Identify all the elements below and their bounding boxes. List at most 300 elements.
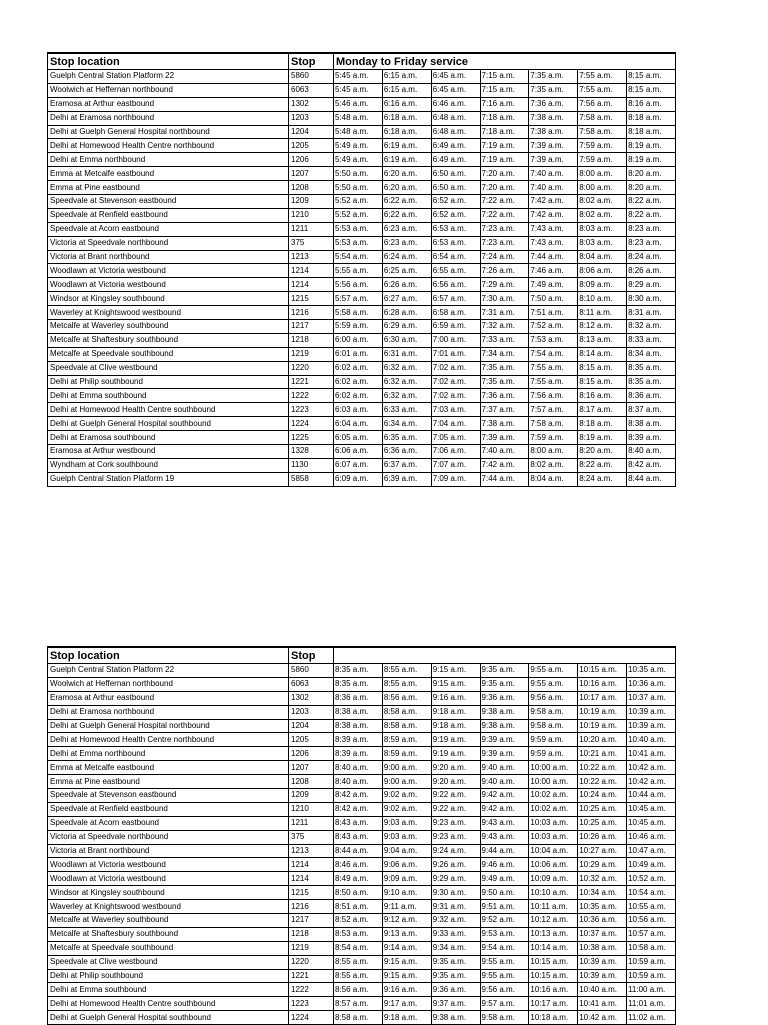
departure-time-cell: 9:35 a.m.: [480, 677, 529, 691]
departure-time-cell: 8:23 a.m.: [627, 222, 676, 236]
departure-time-cell: 8:22 a.m.: [627, 208, 676, 222]
departure-time-cell: 6:48 a.m.: [431, 125, 480, 139]
stop-location-cell: Eramosa at Arthur westbound: [48, 445, 289, 459]
departure-time-cell: 9:40 a.m.: [480, 761, 529, 775]
departure-time-cell: 8:36 a.m.: [627, 389, 676, 403]
departure-time-cell: 10:25 a.m.: [578, 802, 627, 816]
stop-number-cell: 375: [289, 830, 334, 844]
stop-number-cell: 1214: [289, 858, 334, 872]
table-row: [48, 139, 676, 153]
departure-time-cell: 8:40 a.m.: [334, 761, 383, 775]
service-header: [334, 647, 676, 664]
departure-time-cell: 6:18 a.m.: [382, 111, 431, 125]
stop-location-header: Stop location: [48, 53, 289, 70]
departure-time-cell: 7:18 a.m.: [480, 111, 529, 125]
table-row: [48, 941, 676, 955]
departure-time-cell: 10:42 a.m.: [627, 775, 676, 789]
stop-number-cell: 1213: [289, 844, 334, 858]
table-row: [48, 983, 676, 997]
departure-time-cell: 6:32 a.m.: [382, 375, 431, 389]
departure-time-cell: 10:39 a.m.: [578, 969, 627, 983]
departure-time-cell: 7:04 a.m.: [431, 417, 480, 431]
departure-time-cell: 8:14 a.m.: [578, 347, 627, 361]
departure-time-cell: 10:35 a.m.: [578, 900, 627, 914]
stop-number-cell: 5860: [289, 664, 334, 678]
departure-time-cell: 7:23 a.m.: [480, 222, 529, 236]
departure-time-cell: 10:00 a.m.: [529, 775, 578, 789]
departure-time-cell: 8:40 a.m.: [627, 445, 676, 459]
stop-number-cell: 1210: [289, 208, 334, 222]
departure-time-cell: 9:33 a.m.: [431, 927, 480, 941]
departure-time-cell: 7:42 a.m.: [529, 195, 578, 209]
stop-number-cell: 1214: [289, 264, 334, 278]
departure-time-cell: 7:35 a.m.: [480, 361, 529, 375]
departure-time-cell: 8:35 a.m.: [627, 375, 676, 389]
departure-time-cell: 7:40 a.m.: [480, 445, 529, 459]
departure-time-cell: 9:31 a.m.: [431, 900, 480, 914]
departure-time-cell: 10:40 a.m.: [578, 983, 627, 997]
departure-time-cell: 9:14 a.m.: [382, 941, 431, 955]
departure-time-cell: 7:20 a.m.: [480, 181, 529, 195]
departure-time-cell: 8:36 a.m.: [334, 691, 383, 705]
stop-location-cell: Victoria at Speedvale northbound: [48, 830, 289, 844]
stop-location-cell: Delhi at Eramosa southbound: [48, 431, 289, 445]
departure-time-cell: 8:51 a.m.: [334, 900, 383, 914]
departure-time-cell: 8:04 a.m.: [529, 472, 578, 486]
departure-time-cell: 6:50 a.m.: [431, 181, 480, 195]
departure-time-cell: 8:38 a.m.: [334, 705, 383, 719]
departure-time-cell: 9:19 a.m.: [431, 747, 480, 761]
departure-time-cell: 6:49 a.m.: [431, 153, 480, 167]
departure-time-cell: 8:18 a.m.: [627, 125, 676, 139]
departure-time-cell: 9:56 a.m.: [480, 983, 529, 997]
stop-location-cell: Delhi at Emma southbound: [48, 389, 289, 403]
stop-location-cell: Woolwich at Heffernan northbound: [48, 83, 289, 97]
departure-time-cell: 9:39 a.m.: [480, 747, 529, 761]
stop-number-cell: 1220: [289, 955, 334, 969]
departure-time-cell: 7:03 a.m.: [431, 403, 480, 417]
departure-time-cell: 9:50 a.m.: [480, 886, 529, 900]
departure-time-cell: 8:42 a.m.: [334, 789, 383, 803]
departure-time-cell: 11:00 a.m.: [627, 983, 676, 997]
departure-time-cell: 9:18 a.m.: [382, 1011, 431, 1025]
departure-time-cell: 7:42 a.m.: [529, 208, 578, 222]
stop-location-cell: Waverley at Knightswood westbound: [48, 900, 289, 914]
departure-time-cell: 9:51 a.m.: [480, 900, 529, 914]
table-row: [48, 292, 676, 306]
departure-time-cell: 7:56 a.m.: [529, 389, 578, 403]
departure-time-cell: 9:10 a.m.: [382, 886, 431, 900]
departure-time-cell: 8:58 a.m.: [382, 705, 431, 719]
departure-time-cell: 9:35 a.m.: [431, 955, 480, 969]
departure-time-cell: 7:02 a.m.: [431, 389, 480, 403]
departure-time-cell: 6:31 a.m.: [382, 347, 431, 361]
departure-time-cell: 5:48 a.m.: [334, 125, 383, 139]
stop-number-cell: 1130: [289, 458, 334, 472]
stop-location-cell: Guelph Central Station Platform 22: [48, 70, 289, 84]
departure-time-cell: 6:57 a.m.: [431, 292, 480, 306]
departure-time-cell: 9:43 a.m.: [480, 830, 529, 844]
departure-time-cell: 8:40 a.m.: [334, 775, 383, 789]
departure-time-cell: 8:44 a.m.: [627, 472, 676, 486]
departure-time-cell: 10:13 a.m.: [529, 927, 578, 941]
departure-time-cell: 8:35 a.m.: [627, 361, 676, 375]
departure-time-cell: 8:50 a.m.: [334, 886, 383, 900]
departure-time-cell: 7:59 a.m.: [578, 139, 627, 153]
departure-time-cell: 6:24 a.m.: [382, 250, 431, 264]
table-row: [48, 445, 676, 459]
departure-time-cell: 6:32 a.m.: [382, 361, 431, 375]
departure-time-cell: 10:55 a.m.: [627, 900, 676, 914]
departure-time-cell: 10:19 a.m.: [578, 719, 627, 733]
departure-time-cell: 8:20 a.m.: [578, 445, 627, 459]
stop-location-cell: Woolwich at Heffernan northbound: [48, 677, 289, 691]
departure-time-cell: 10:17 a.m.: [578, 691, 627, 705]
departure-time-cell: 8:19 a.m.: [627, 153, 676, 167]
departure-time-cell: 7:42 a.m.: [480, 458, 529, 472]
departure-time-cell: 5:54 a.m.: [334, 250, 383, 264]
departure-time-cell: 6:54 a.m.: [431, 250, 480, 264]
departure-time-cell: 9:34 a.m.: [431, 941, 480, 955]
departure-time-cell: 8:18 a.m.: [578, 417, 627, 431]
departure-time-cell: 9:22 a.m.: [431, 789, 480, 803]
stop-number-cell: 1210: [289, 802, 334, 816]
departure-time-cell: 8:26 a.m.: [627, 264, 676, 278]
departure-time-cell: 5:53 a.m.: [334, 222, 383, 236]
stop-location-cell: Delhi at Guelph General Hospital southbound: [48, 417, 289, 431]
departure-time-cell: 9:38 a.m.: [431, 1011, 480, 1025]
stop-location-cell: Delhi at Philip southbound: [48, 969, 289, 983]
departure-time-cell: 6:20 a.m.: [382, 181, 431, 195]
departure-time-cell: 10:03 a.m.: [529, 816, 578, 830]
departure-time-cell: 10:57 a.m.: [627, 927, 676, 941]
table-row: [48, 195, 676, 209]
departure-time-cell: 6:56 a.m.: [431, 278, 480, 292]
departure-time-cell: 9:54 a.m.: [480, 941, 529, 955]
departure-time-cell: 9:24 a.m.: [431, 844, 480, 858]
departure-time-cell: 10:24 a.m.: [578, 789, 627, 803]
departure-time-cell: 9:55 a.m.: [480, 955, 529, 969]
departure-time-cell: 8:22 a.m.: [578, 458, 627, 472]
departure-time-cell: 10:39 a.m.: [627, 719, 676, 733]
departure-time-cell: 8:57 a.m.: [334, 997, 383, 1011]
stop-location-cell: Speedvale at Acorn eastbound: [48, 222, 289, 236]
stop-location-cell: Metcalfe at Speedvale southbound: [48, 941, 289, 955]
departure-time-cell: 6:04 a.m.: [334, 417, 383, 431]
departure-time-cell: 6:15 a.m.: [382, 83, 431, 97]
departure-time-cell: 9:29 a.m.: [431, 872, 480, 886]
departure-time-cell: 6:07 a.m.: [334, 458, 383, 472]
departure-time-cell: 8:43 a.m.: [334, 830, 383, 844]
stop-location-cell: Delhi at Emma northbound: [48, 153, 289, 167]
table-row: [48, 775, 676, 789]
table-row: [48, 1011, 676, 1025]
table-header-row: [48, 53, 676, 70]
stop-location-cell: Delhi at Emma southbound: [48, 983, 289, 997]
departure-time-cell: 7:38 a.m.: [529, 125, 578, 139]
stop-number-cell: 1213: [289, 250, 334, 264]
table-row: [48, 664, 676, 678]
departure-time-cell: 8:52 a.m.: [334, 914, 383, 928]
departure-time-cell: 7:31 a.m.: [480, 306, 529, 320]
stop-number-cell: 5860: [289, 70, 334, 84]
departure-time-cell: 8:44 a.m.: [334, 844, 383, 858]
departure-time-cell: 7:56 a.m.: [578, 97, 627, 111]
table-row: [48, 278, 676, 292]
departure-time-cell: 9:19 a.m.: [431, 733, 480, 747]
departure-time-cell: 8:04 a.m.: [578, 250, 627, 264]
departure-time-cell: 6:22 a.m.: [382, 195, 431, 209]
stop-number-cell: 1208: [289, 775, 334, 789]
stop-header: Stop: [289, 53, 334, 70]
departure-time-cell: 8:20 a.m.: [627, 167, 676, 181]
departure-time-cell: 7:18 a.m.: [480, 125, 529, 139]
departure-time-cell: 5:53 a.m.: [334, 236, 383, 250]
departure-time-cell: 5:49 a.m.: [334, 139, 383, 153]
departure-time-cell: 5:50 a.m.: [334, 181, 383, 195]
departure-time-cell: 6:22 a.m.: [382, 208, 431, 222]
departure-time-cell: 5:57 a.m.: [334, 292, 383, 306]
table-row: [48, 705, 676, 719]
departure-time-cell: 7:29 a.m.: [480, 278, 529, 292]
table-row: [48, 125, 676, 139]
stop-number-cell: 1205: [289, 733, 334, 747]
stop-location-cell: Woodlawn at Victoria westbound: [48, 858, 289, 872]
table-row: [48, 872, 676, 886]
stop-location-cell: Woodlawn at Victoria westbound: [48, 278, 289, 292]
departure-time-cell: 9:18 a.m.: [431, 719, 480, 733]
departure-time-cell: 10:54 a.m.: [627, 886, 676, 900]
departure-time-cell: 8:34 a.m.: [627, 347, 676, 361]
departure-time-cell: 7:58 a.m.: [578, 125, 627, 139]
departure-time-cell: 9:38 a.m.: [480, 719, 529, 733]
departure-time-cell: 9:15 a.m.: [382, 969, 431, 983]
departure-time-cell: 7:37 a.m.: [480, 403, 529, 417]
departure-time-cell: 7:55 a.m.: [529, 375, 578, 389]
departure-time-cell: 5:52 a.m.: [334, 195, 383, 209]
departure-time-cell: 7:57 a.m.: [529, 403, 578, 417]
stop-number-cell: 1224: [289, 1011, 334, 1025]
schedule-table-2: [47, 646, 676, 1025]
departure-time-cell: 6:55 a.m.: [431, 264, 480, 278]
stop-number-cell: 1222: [289, 389, 334, 403]
departure-time-cell: 10:52 a.m.: [627, 872, 676, 886]
table-header-row: [48, 647, 676, 664]
service-header: Monday to Friday service: [334, 53, 676, 70]
stop-location-cell: Emma at Metcalfe eastbound: [48, 167, 289, 181]
table-row: [48, 181, 676, 195]
table-row: [48, 955, 676, 969]
departure-time-cell: 6:48 a.m.: [431, 111, 480, 125]
departure-time-cell: 10:44 a.m.: [627, 789, 676, 803]
table-row: [48, 802, 676, 816]
stop-location-cell: Delhi at Homewood Health Centre southbound: [48, 997, 289, 1011]
departure-time-cell: 7:40 a.m.: [529, 181, 578, 195]
table-row: [48, 969, 676, 983]
stop-location-cell: Metcalfe at Waverley southbound: [48, 914, 289, 928]
departure-time-cell: 8:59 a.m.: [382, 747, 431, 761]
departure-time-cell: 6:02 a.m.: [334, 389, 383, 403]
departure-time-cell: 9:42 a.m.: [480, 789, 529, 803]
departure-time-cell: 10:02 a.m.: [529, 802, 578, 816]
departure-time-cell: 9:30 a.m.: [431, 886, 480, 900]
table-row: [48, 306, 676, 320]
departure-time-cell: 10:21 a.m.: [578, 747, 627, 761]
departure-time-cell: 8:35 a.m.: [334, 677, 383, 691]
departure-time-cell: 7:43 a.m.: [529, 236, 578, 250]
table-row: [48, 858, 676, 872]
stop-number-cell: 1215: [289, 292, 334, 306]
departure-time-cell: 10:27 a.m.: [578, 844, 627, 858]
stop-number-cell: 1205: [289, 139, 334, 153]
departure-time-cell: 8:56 a.m.: [382, 691, 431, 705]
departure-time-cell: 7:07 a.m.: [431, 458, 480, 472]
departure-time-cell: 6:45 a.m.: [431, 83, 480, 97]
departure-time-cell: 7:58 a.m.: [529, 417, 578, 431]
departure-time-cell: 6:05 a.m.: [334, 431, 383, 445]
departure-time-cell: 10:14 a.m.: [529, 941, 578, 955]
departure-time-cell: 9:20 a.m.: [431, 775, 480, 789]
stop-number-cell: 1222: [289, 983, 334, 997]
table-row: [48, 691, 676, 705]
departure-time-cell: 6:18 a.m.: [382, 125, 431, 139]
departure-time-cell: 8:15 a.m.: [627, 83, 676, 97]
departure-time-cell: 10:06 a.m.: [529, 858, 578, 872]
departure-time-cell: 8:55 a.m.: [382, 664, 431, 678]
departure-time-cell: 8:58 a.m.: [382, 719, 431, 733]
departure-time-cell: 6:23 a.m.: [382, 222, 431, 236]
table-row: [48, 361, 676, 375]
departure-time-cell: 8:42 a.m.: [627, 458, 676, 472]
departure-time-cell: 9:36 a.m.: [431, 983, 480, 997]
table-row: [48, 927, 676, 941]
departure-time-cell: 7:51 a.m.: [529, 306, 578, 320]
departure-time-cell: 10:35 a.m.: [627, 664, 676, 678]
departure-time-cell: 9:09 a.m.: [382, 872, 431, 886]
departure-time-cell: 7:39 a.m.: [480, 431, 529, 445]
departure-time-cell: 7:55 a.m.: [578, 83, 627, 97]
departure-time-cell: 10:09 a.m.: [529, 872, 578, 886]
departure-time-cell: 10:22 a.m.: [578, 761, 627, 775]
departure-time-cell: 7:30 a.m.: [480, 292, 529, 306]
stop-location-cell: Metcalfe at Waverley southbound: [48, 320, 289, 334]
table-row: [48, 320, 676, 334]
departure-time-cell: 7:05 a.m.: [431, 431, 480, 445]
table-row: [48, 677, 676, 691]
departure-time-cell: 10:25 a.m.: [578, 816, 627, 830]
table-row: [48, 914, 676, 928]
stop-number-cell: 1204: [289, 719, 334, 733]
departure-time-cell: 9:55 a.m.: [529, 664, 578, 678]
departure-time-cell: 10:03 a.m.: [529, 830, 578, 844]
departure-time-cell: 8:55 a.m.: [334, 969, 383, 983]
departure-time-cell: 10:39 a.m.: [627, 705, 676, 719]
departure-time-cell: 7:34 a.m.: [480, 347, 529, 361]
departure-time-cell: 9:03 a.m.: [382, 830, 431, 844]
stop-number-cell: 375: [289, 236, 334, 250]
departure-time-cell: 9:59 a.m.: [529, 733, 578, 747]
stop-number-cell: 1216: [289, 900, 334, 914]
table-row: [48, 431, 676, 445]
departure-time-cell: 9:02 a.m.: [382, 802, 431, 816]
departure-time-cell: 7:38 a.m.: [480, 417, 529, 431]
stop-number-cell: 1220: [289, 361, 334, 375]
departure-time-cell: 9:32 a.m.: [431, 914, 480, 928]
departure-time-cell: 10:20 a.m.: [578, 733, 627, 747]
departure-time-cell: 6:37 a.m.: [382, 458, 431, 472]
stop-number-cell: 1214: [289, 278, 334, 292]
departure-time-cell: 6:53 a.m.: [431, 222, 480, 236]
departure-time-cell: 8:09 a.m.: [578, 278, 627, 292]
stop-location-cell: Waverley at Knightswood westbound: [48, 306, 289, 320]
stop-location-cell: Victoria at Brant northbound: [48, 250, 289, 264]
departure-time-cell: 9:56 a.m.: [529, 691, 578, 705]
departure-time-cell: 7:38 a.m.: [529, 111, 578, 125]
stop-location-cell: Delhi at Homewood Health Centre northbound: [48, 139, 289, 153]
departure-time-cell: 7:35 a.m.: [480, 375, 529, 389]
stop-number-cell: 1209: [289, 789, 334, 803]
stop-location-cell: Speedvale at Clive westbound: [48, 955, 289, 969]
departure-time-cell: 10:46 a.m.: [627, 830, 676, 844]
departure-time-cell: 7:44 a.m.: [480, 472, 529, 486]
departure-time-cell: 10:59 a.m.: [627, 955, 676, 969]
table-row: [48, 153, 676, 167]
departure-time-cell: 6:52 a.m.: [431, 208, 480, 222]
table-row: [48, 472, 676, 486]
departure-time-cell: 7:01 a.m.: [431, 347, 480, 361]
stop-number-cell: 1328: [289, 445, 334, 459]
table-row: [48, 789, 676, 803]
departure-time-cell: 10:15 a.m.: [529, 955, 578, 969]
departure-time-cell: 8:24 a.m.: [578, 472, 627, 486]
departure-time-cell: 7:35 a.m.: [529, 70, 578, 84]
departure-time-cell: 9:00 a.m.: [382, 761, 431, 775]
departure-time-cell: 10:47 a.m.: [627, 844, 676, 858]
schedule-table-1: [47, 52, 676, 487]
departure-time-cell: 6:50 a.m.: [431, 167, 480, 181]
departure-time-cell: 10:15 a.m.: [578, 664, 627, 678]
departure-time-cell: 10:42 a.m.: [578, 1011, 627, 1025]
departure-time-cell: 8:37 a.m.: [627, 403, 676, 417]
stop-number-cell: 1223: [289, 403, 334, 417]
departure-time-cell: 9:42 a.m.: [480, 802, 529, 816]
departure-time-cell: 8:24 a.m.: [627, 250, 676, 264]
departure-time-cell: 10:36 a.m.: [627, 677, 676, 691]
departure-time-cell: 9:16 a.m.: [382, 983, 431, 997]
departure-time-cell: 10:41 a.m.: [627, 747, 676, 761]
departure-time-cell: 5:58 a.m.: [334, 306, 383, 320]
departure-time-cell: 9:53 a.m.: [480, 927, 529, 941]
departure-time-cell: 9:59 a.m.: [529, 747, 578, 761]
table-row: [48, 264, 676, 278]
departure-time-cell: 7:32 a.m.: [480, 320, 529, 334]
departure-time-cell: 9:00 a.m.: [382, 775, 431, 789]
departure-time-cell: 7:20 a.m.: [480, 167, 529, 181]
departure-time-cell: 5:55 a.m.: [334, 264, 383, 278]
departure-time-cell: 9:44 a.m.: [480, 844, 529, 858]
departure-time-cell: 8:20 a.m.: [627, 181, 676, 195]
departure-time-cell: 7:00 a.m.: [431, 333, 480, 347]
departure-time-cell: 9:36 a.m.: [480, 691, 529, 705]
stop-location-cell: Emma at Metcalfe eastbound: [48, 761, 289, 775]
departure-time-cell: 5:48 a.m.: [334, 111, 383, 125]
departure-time-cell: 10:29 a.m.: [578, 858, 627, 872]
departure-time-cell: 7:46 a.m.: [529, 264, 578, 278]
departure-time-cell: 10:56 a.m.: [627, 914, 676, 928]
departure-time-cell: 9:04 a.m.: [382, 844, 431, 858]
stop-location-cell: Delhi at Guelph General Hospital northbound: [48, 719, 289, 733]
departure-time-cell: 6:39 a.m.: [382, 472, 431, 486]
